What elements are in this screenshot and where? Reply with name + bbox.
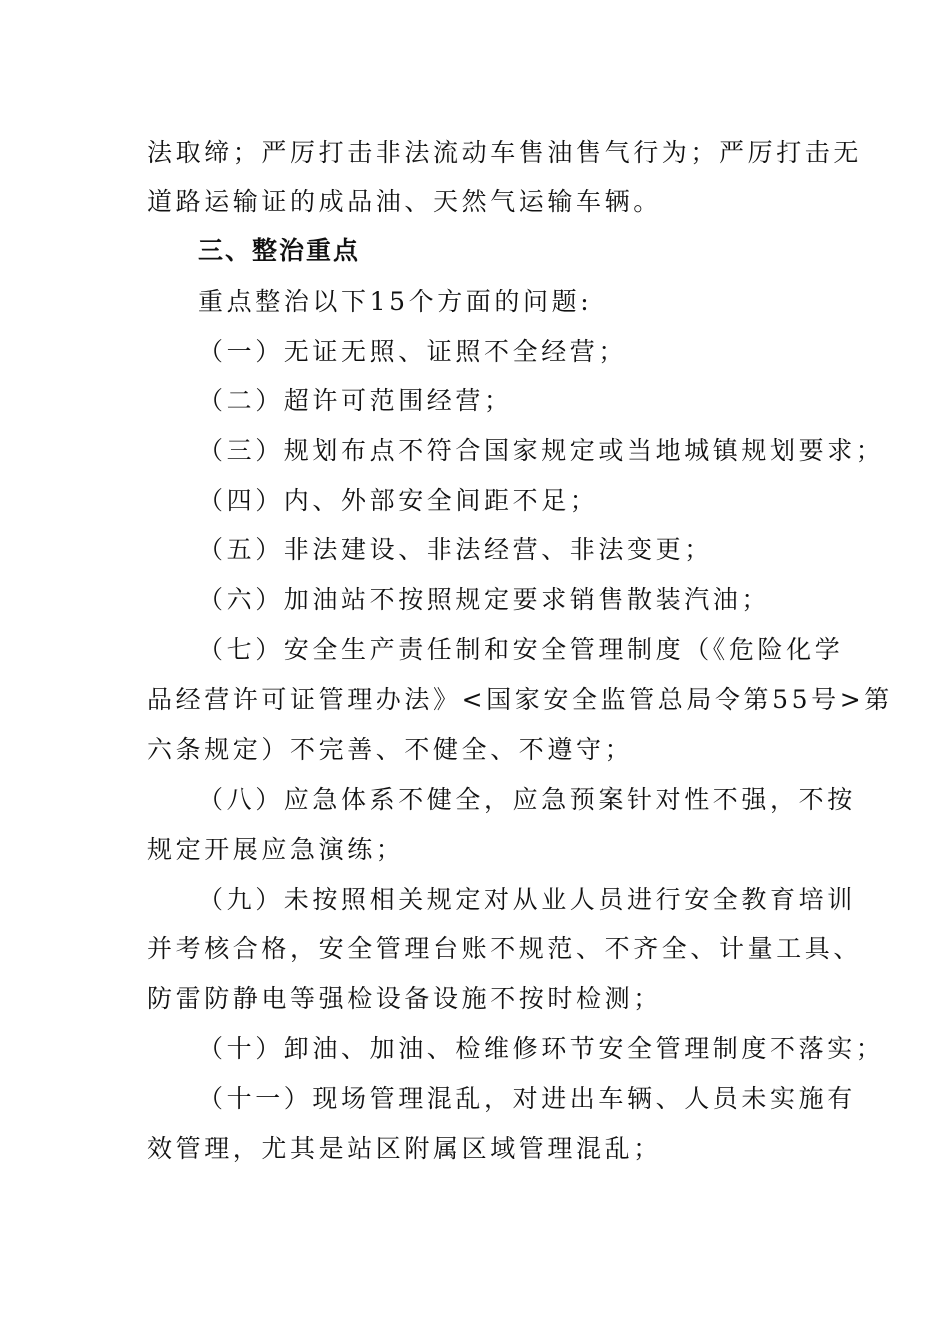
list-item-6: （六）加油站不按照规定要求销售散装汽油； [198,585,771,614]
list-item-7-line-1: （七）安全生产责任制和安全管理制度（《危险化学 [198,635,844,664]
section-heading: 三、整治重点 [198,236,361,265]
list-item-3: （三）规划布点不符合国家规定或当地城镇规划要求； [198,436,885,465]
paragraph-line-2: 道路运输证的成品油、天然气运输车辆。 [147,187,662,216]
list-item-2: （二）超许可范围经营； [198,386,513,415]
list-item-9-line-3: 防雷防静电等强检设备设施不按时检测； [147,984,662,1013]
list-item-4: （四）内、外部安全间距不足； [198,486,599,515]
list-item-7-line-3: 六条规定）不完善、不健全、不遵守； [147,735,634,764]
list-item-11-line-1: （十一）现场管理混乱，对进出车辆、人员未实施有 [198,1084,856,1113]
list-item-11-line-2: 效管理，尤其是站区附属区域管理混乱； [147,1134,662,1163]
paragraph-line-1: 法取缔；严厉打击非法流动车售油售气行为；严厉打击无 [147,138,863,167]
list-item-10: （十）卸油、加油、检维修环节安全管理制度不落实； [198,1034,885,1063]
list-item-8-line-1: （八）应急体系不健全，应急预案针对性不强，不按 [198,785,856,814]
list-item-1: （一）无证无照、证照不全经营； [198,337,628,366]
list-item-9-line-2: 并考核合格，安全管理台账不规范、不齐全、计量工具、 [147,934,863,963]
intro-line: 重点整治以下15个方面的问题: [198,287,593,316]
list-item-8-line-2: 规定开展应急演练； [147,835,405,864]
list-item-7-line-2: 品经营许可证管理办法》<国家安全监管总局令第55号>第 [147,685,893,714]
list-item-9-line-1: （九）未按照相关规定对从业人员进行安全教育培训 [198,885,856,914]
list-item-5: （五）非法建设、非法经营、非法变更； [198,535,713,564]
